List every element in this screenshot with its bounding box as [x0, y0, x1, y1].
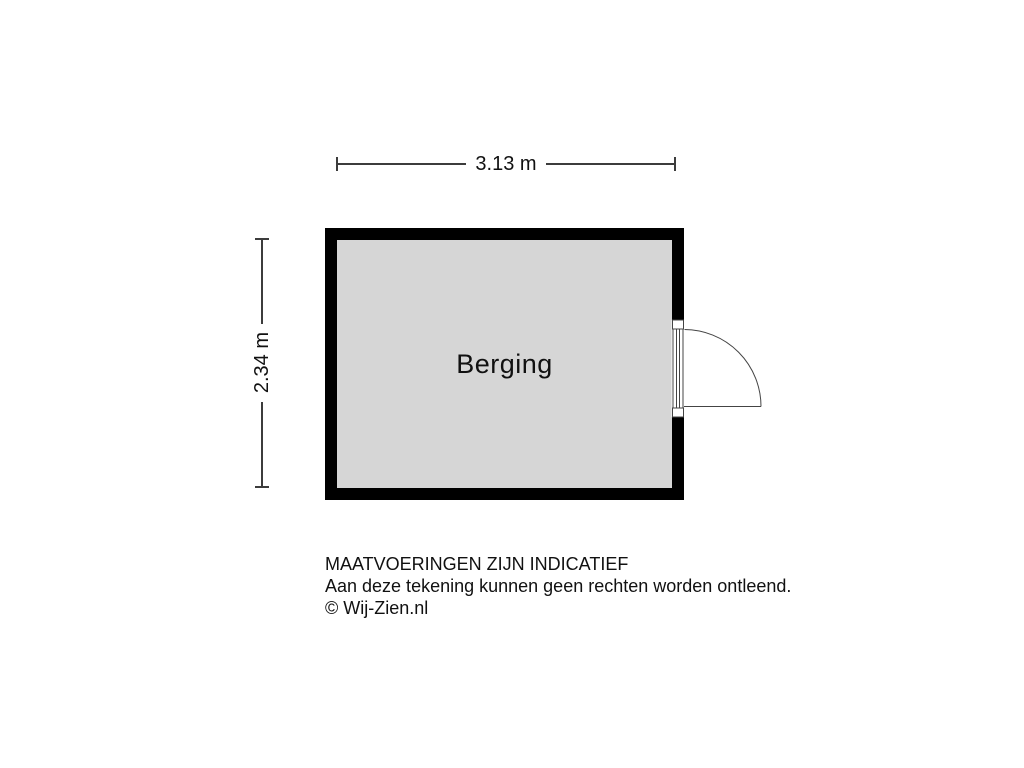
room-floor [337, 240, 672, 488]
disclaimer-text: Aan deze tekening kunnen geen rechten worden ontleend. [325, 576, 792, 596]
dimension-line-left-segment [338, 163, 466, 165]
dimension-tick-bottom [255, 486, 269, 488]
height-dimension-label: 2.34 m [250, 332, 273, 394]
dimension-line-right-segment [546, 163, 674, 165]
height-dimension [249, 238, 275, 488]
dimension-line-top-segment [261, 240, 263, 324]
disclaimer-title: MAATVOERINGEN ZIJN INDICATIEF [325, 554, 629, 574]
dimension-tick-right [674, 157, 676, 171]
width-dimension [336, 154, 676, 174]
footer [325, 553, 791, 619]
room-label: Berging [456, 348, 553, 379]
copyright: © Wij-Zien.nl [325, 598, 429, 618]
door-swing-icon [660, 310, 780, 425]
room-walls [325, 228, 684, 500]
width-dimension-label: 3.13 m [475, 152, 537, 175]
dimension-line-bottom-segment [261, 402, 263, 486]
